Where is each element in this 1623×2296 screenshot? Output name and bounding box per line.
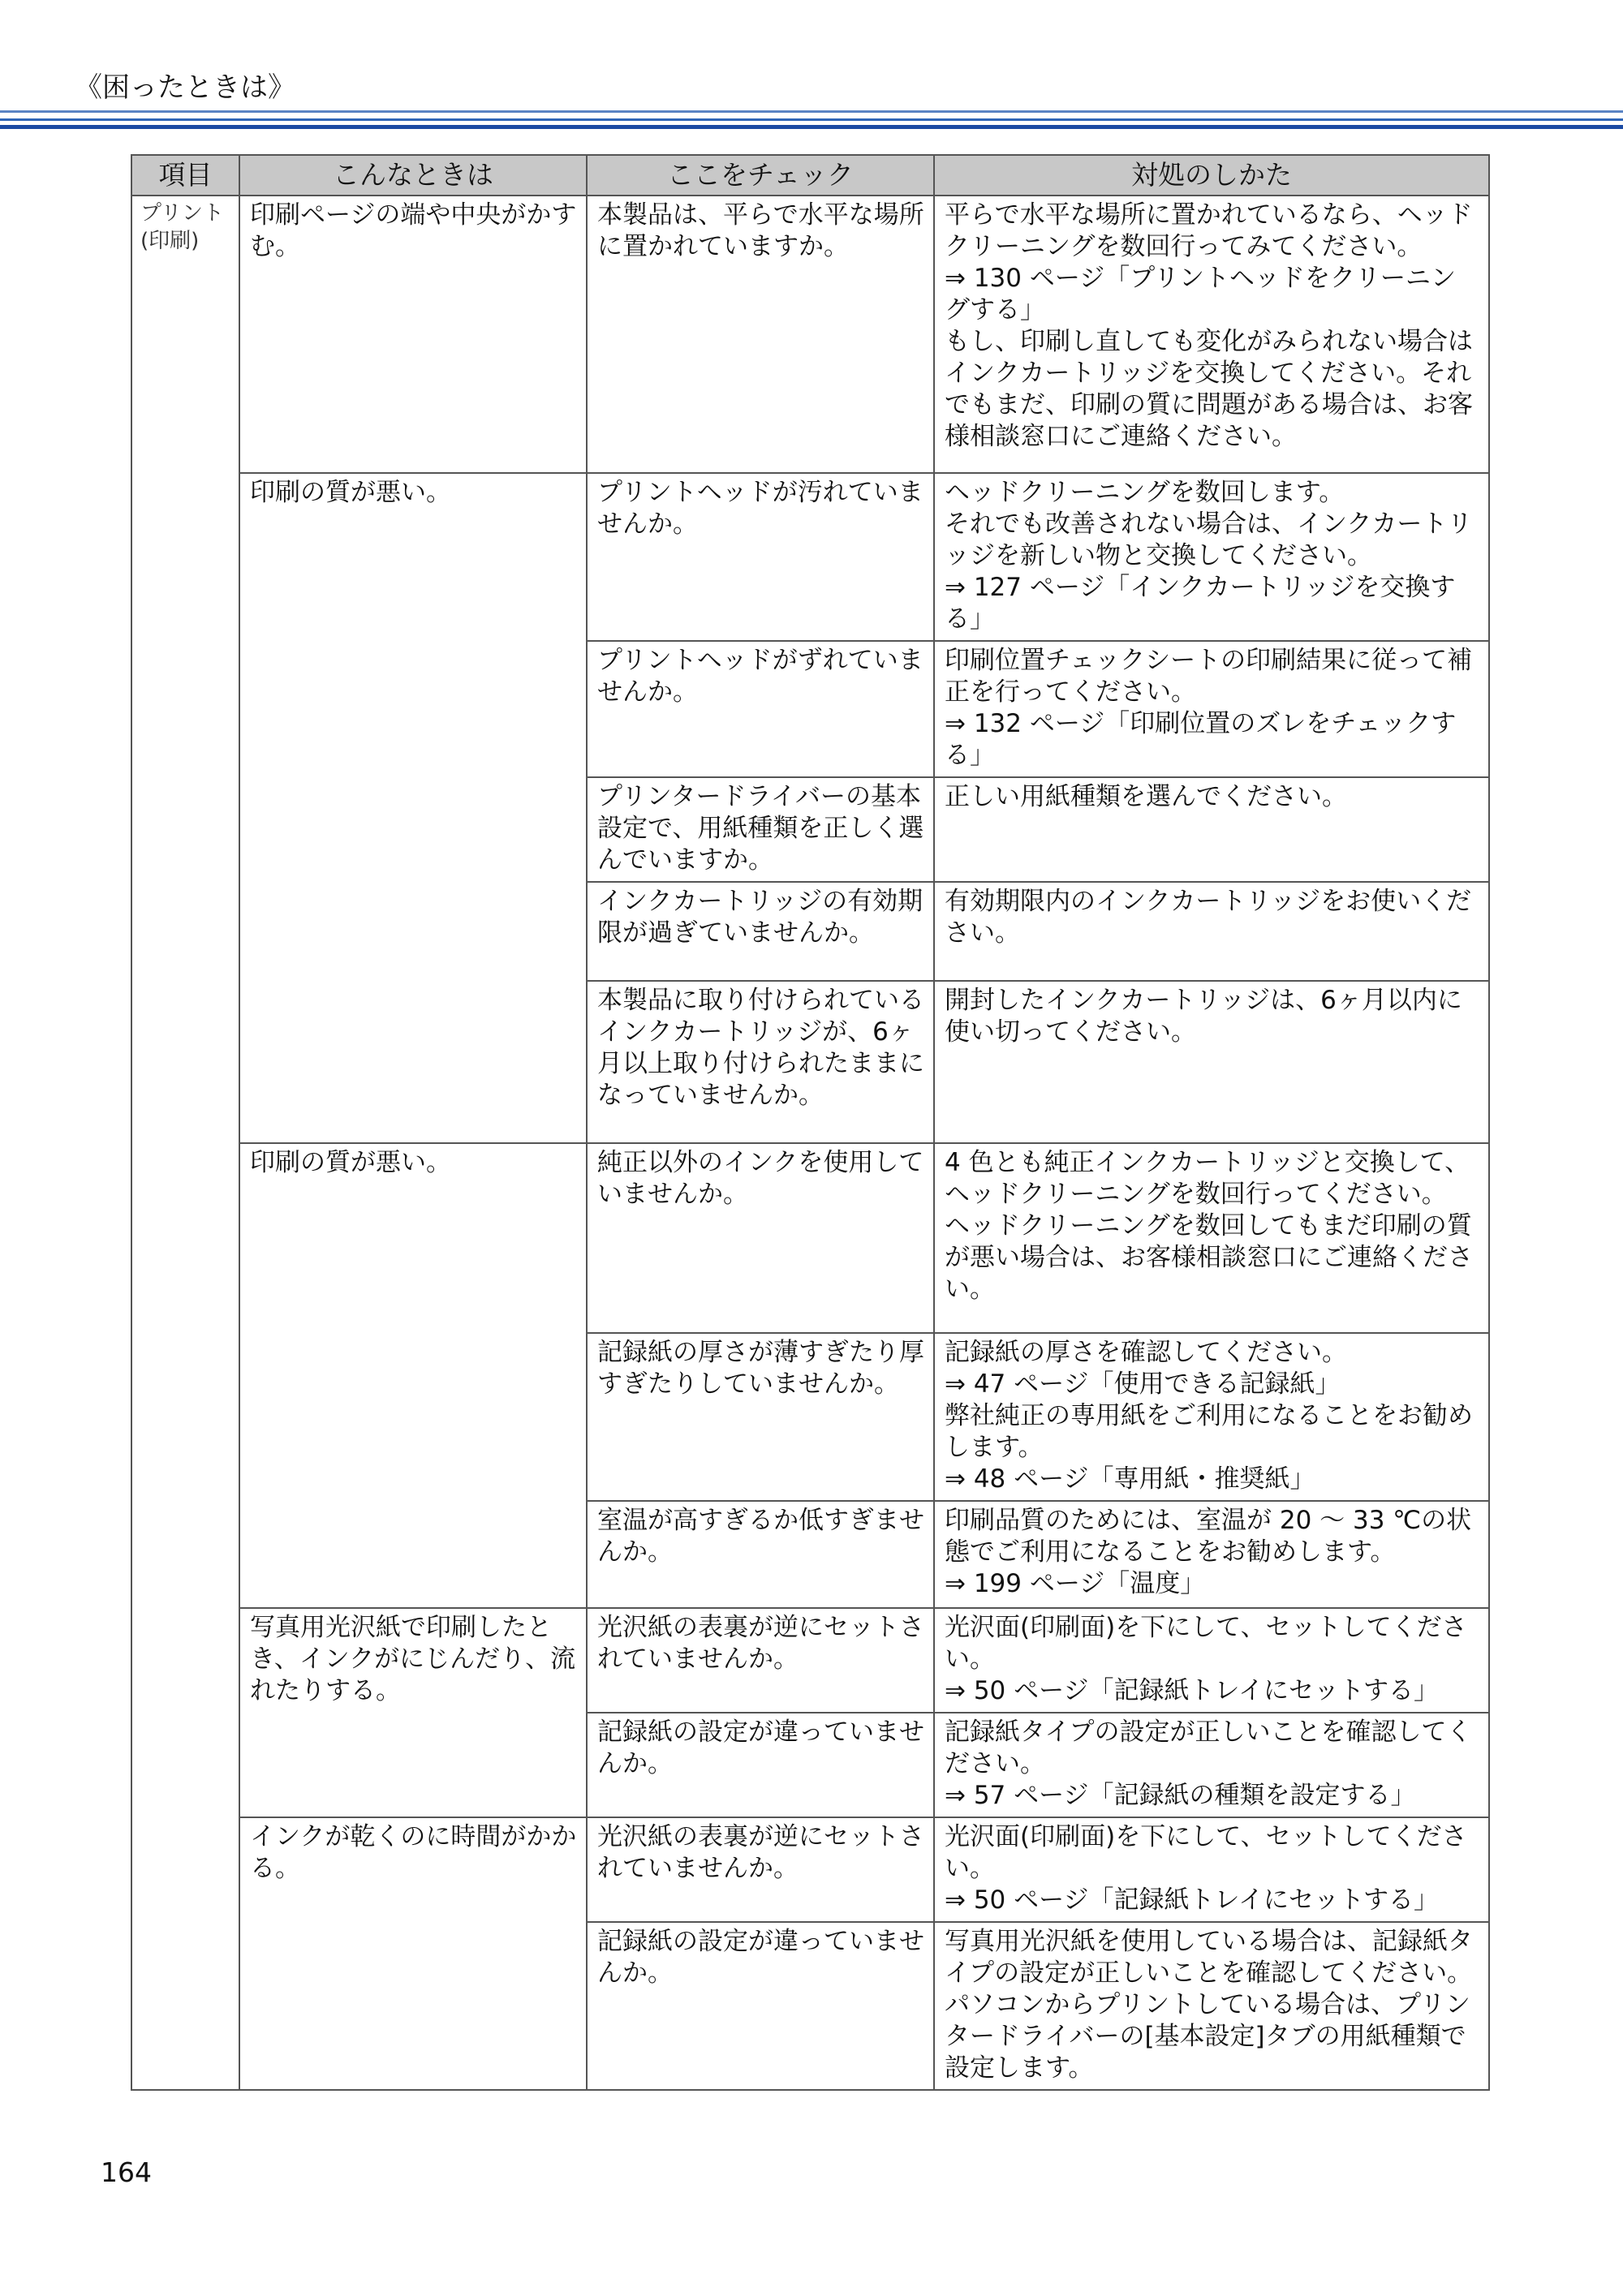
remedy-text: 写真用光沢紙を使用している場合は、記録紙タイプの設定が正しいことを確認してください。パソコンからプリントしている場合は、プリンタードライバーの[基本設定]タブの用紙種類で設定します。 bbox=[945, 1927, 1473, 2083]
table-row bbox=[131, 1143, 1489, 1333]
remedy-cell bbox=[934, 1143, 1489, 1333]
check-cell: 記録紙の厚さが薄すぎたり厚すぎたりしていませんか。 bbox=[587, 1333, 934, 1501]
remedy-cell bbox=[934, 1333, 1489, 1501]
remedy-cell bbox=[934, 1501, 1489, 1608]
remedy-text: ヘッドクリーニングを数回してもまだ印刷の質が悪い場合は、お客様相談窓口にご連絡ください。 bbox=[945, 1211, 1473, 1304]
header-rule-thick bbox=[0, 125, 1623, 129]
troubleshooting-table bbox=[131, 154, 1490, 2091]
check-cell: 記録紙の設定が違っていませんか。 bbox=[587, 1713, 934, 1817]
remedy-text: 印刷品質のためには、室温が 20 〜 33 ℃の状態でご利用になることをお勧めします。 bbox=[945, 1506, 1472, 1567]
remedy-text: 有効期限内のインクカートリッジをお使いください。 bbox=[945, 887, 1472, 948]
header-check: ここをチェック bbox=[587, 155, 934, 196]
remedy-cell bbox=[934, 196, 1489, 473]
remedy-text: 平らで水平な場所に置かれているなら、ヘッドクリーニングを数回行ってみてください。 bbox=[945, 200, 1473, 261]
remedy-cell bbox=[934, 1608, 1489, 1713]
check-cell: インクカートリッジの有効期限が過ぎていませんか。 bbox=[587, 882, 934, 981]
remedy-text: もし、印刷し直しても変化がみられない場合はインクカートリッジを交換してください。それでもまだ、印刷の質に問題がある場合は、お客様相談窓口にご連絡ください。 bbox=[945, 327, 1473, 451]
header-symptom: こんなときは bbox=[239, 155, 587, 196]
section-title: 《困ったときは》 bbox=[75, 71, 295, 104]
remedy-text: 記録紙タイプの設定が正しいことを確認してください。 bbox=[945, 1718, 1472, 1778]
check-cell: プリントヘッドが汚れていませんか。 bbox=[587, 473, 934, 641]
header-rule-middle bbox=[0, 118, 1623, 121]
table-header-row bbox=[131, 155, 1489, 196]
remedy-cell bbox=[934, 1817, 1489, 1922]
check-cell: 本製品は、平らで水平な場所に置かれていますか。 bbox=[587, 196, 934, 473]
table-row bbox=[131, 196, 1489, 473]
page-reference: ⇒ 130 ページ「プリントヘッドをクリーニングする」 bbox=[945, 264, 1456, 325]
category-sublabel: (印刷) bbox=[140, 229, 200, 253]
category-label: プリント bbox=[140, 201, 224, 226]
remedy-cell bbox=[934, 1922, 1489, 2090]
page-reference: ⇒ 50 ページ「記録紙トレイにセットする」 bbox=[945, 1676, 1440, 1705]
table-row bbox=[131, 1608, 1489, 1713]
header-rule-thin bbox=[0, 110, 1623, 113]
check-cell: 光沢紙の表裏が逆にセットされていませんか。 bbox=[587, 1817, 934, 1922]
remedy-cell bbox=[934, 641, 1489, 777]
page-reference: ⇒ 48 ページ「専用紙・推奨紙」 bbox=[945, 1464, 1315, 1494]
symptom-cell: 印刷の質が悪い。 bbox=[239, 473, 587, 1143]
symptom-cell: 写真用光沢紙で印刷したとき、インクがにじんだり、流れたりする。 bbox=[239, 1608, 587, 1817]
page-reference: ⇒ 57 ページ「記録紙の種類を設定する」 bbox=[945, 1781, 1416, 1810]
check-cell: 記録紙の設定が違っていませんか。 bbox=[587, 1922, 934, 2090]
remedy-cell bbox=[934, 777, 1489, 882]
remedy-text: 4 色とも純正インクカートリッジと交換して、ヘッドクリーニングを数回行ってください。 bbox=[945, 1148, 1470, 1209]
remedy-text: 弊社純正の専用紙をご利用になることをお勧めします。 bbox=[945, 1401, 1473, 1462]
check-cell: 純正以外のインクを使用していませんか。 bbox=[587, 1143, 934, 1333]
table-row bbox=[131, 473, 1489, 641]
remedy-cell bbox=[934, 473, 1489, 641]
header-remedy: 対処のしかた bbox=[934, 155, 1489, 196]
check-cell: プリンタードライバーの基本設定で、用紙種類を正しく選んでいますか。 bbox=[587, 777, 934, 882]
page-reference: ⇒ 199 ページ「温度」 bbox=[945, 1569, 1206, 1598]
remedy-text: それでも改善されない場合は、インクカートリッジを新しい物と交換してください。 bbox=[945, 510, 1473, 570]
category-cell bbox=[131, 196, 239, 2090]
remedy-text: 開封したインクカートリッジは、6ヶ月以内に使い切ってください。 bbox=[945, 986, 1462, 1047]
check-cell: プリントヘッドがずれていませんか。 bbox=[587, 641, 934, 777]
remedy-text: ヘッドクリーニングを数回します。 bbox=[945, 478, 1345, 507]
symptom-cell: インクが乾くのに時間がかかる。 bbox=[239, 1817, 587, 2090]
symptom-cell: 印刷の質が悪い。 bbox=[239, 1143, 587, 1608]
symptom-cell: 印刷ページの端や中央がかすむ。 bbox=[239, 196, 587, 473]
remedy-cell bbox=[934, 1713, 1489, 1817]
check-cell: 本製品に取り付けられているインクカートリッジが、6ヶ月以上取り付けられたままになっていませんか。 bbox=[587, 981, 934, 1143]
remedy-cell bbox=[934, 882, 1489, 981]
remedy-text: 記録紙の厚さを確認してください。 bbox=[945, 1338, 1347, 1367]
remedy-text: 光沢面(印刷面)を下にして、セットしてください。 bbox=[945, 1822, 1467, 1883]
check-cell: 室温が高すぎるか低すぎませんか。 bbox=[587, 1501, 934, 1608]
page-reference: ⇒ 132 ページ「印刷位置のズレをチェックする」 bbox=[945, 709, 1457, 770]
page-reference: ⇒ 127 ページ「インクカートリッジを交換する」 bbox=[945, 573, 1456, 634]
page-number: 164 bbox=[101, 2156, 152, 2188]
remedy-text: 正しい用紙種類を選んでください。 bbox=[945, 782, 1347, 811]
header-item: 項目 bbox=[131, 155, 239, 196]
remedy-text: 印刷位置チェックシートの印刷結果に従って補正を行ってください。 bbox=[945, 646, 1473, 707]
remedy-cell bbox=[934, 981, 1489, 1143]
page-reference: ⇒ 47 ページ「使用できる記録紙」 bbox=[945, 1369, 1341, 1399]
check-cell: 光沢紙の表裏が逆にセットされていませんか。 bbox=[587, 1608, 934, 1713]
table-row bbox=[131, 1817, 1489, 1922]
remedy-text: 光沢面(印刷面)を下にして、セットしてください。 bbox=[945, 1613, 1467, 1674]
page-reference: ⇒ 50 ページ「記録紙トレイにセットする」 bbox=[945, 1885, 1440, 1915]
